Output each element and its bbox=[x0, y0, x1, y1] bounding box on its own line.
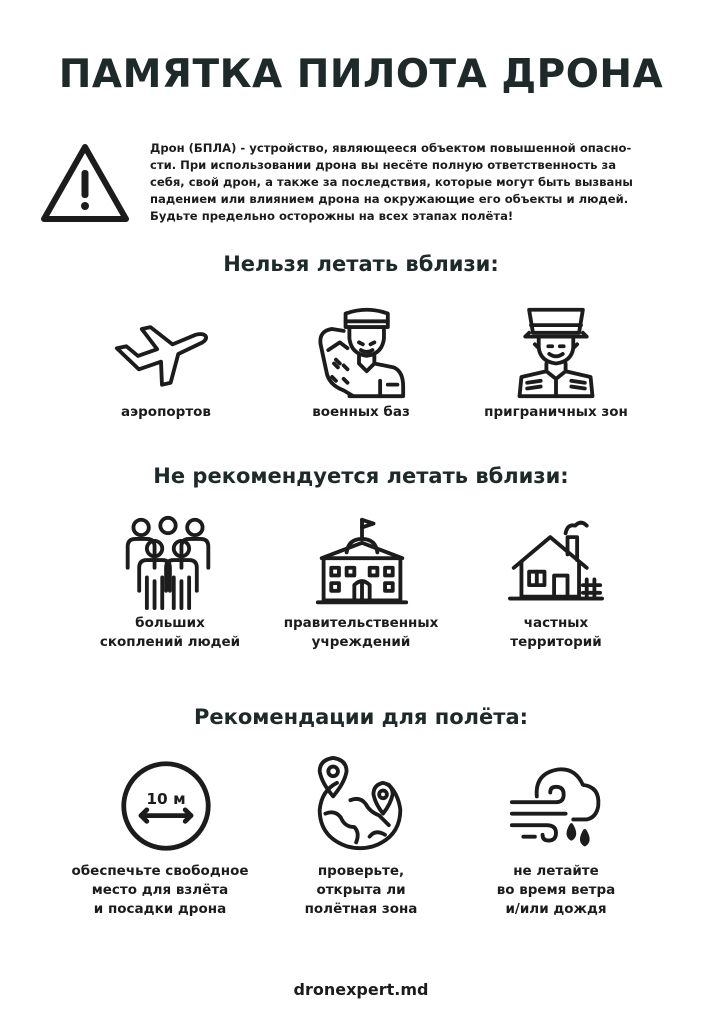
saluting-soldier-icon bbox=[311, 304, 407, 400]
ten-meter-clearance-icon bbox=[118, 758, 214, 854]
intro-line: себя, свой дрон, а также за последствия, которые могут быть вызваны bbox=[150, 175, 633, 189]
caption-weather bbox=[446, 862, 666, 919]
government-building-icon bbox=[314, 514, 410, 610]
caption-line: частных bbox=[523, 615, 589, 631]
caption-flight-zone bbox=[251, 862, 471, 919]
border-guard-icon bbox=[508, 304, 604, 400]
caption-line: проверьте, bbox=[317, 863, 405, 879]
caption-line: больших bbox=[135, 615, 205, 631]
caption-clearance bbox=[50, 862, 270, 919]
intro-line: сти. При использовании дрона вы несёте полную ответственность за bbox=[150, 158, 617, 172]
intro-text bbox=[150, 140, 688, 225]
caption-line: территорий bbox=[510, 634, 602, 650]
caption-line: учреждений bbox=[311, 634, 411, 650]
caption-crowds bbox=[60, 614, 280, 652]
caption-line: и посадки дрона bbox=[93, 901, 227, 917]
page-title: ПАМЯТКА ПИЛОТА ДРОНА bbox=[58, 52, 664, 97]
private-house-icon bbox=[508, 516, 604, 612]
footer-site: dronexpert.md bbox=[293, 980, 429, 999]
warning-triangle-icon bbox=[40, 142, 130, 224]
section-title-not-recommended: Не рекомендуется летать вблизи: bbox=[153, 464, 569, 488]
intro-line: падением или влиянием дрона на окружающие его объекты и людей. bbox=[150, 192, 629, 206]
intro-line: Будьте предельно осторожны на всех этапах полёта! bbox=[150, 209, 514, 223]
caption-border-zones bbox=[446, 403, 666, 422]
caption-military-bases bbox=[251, 403, 471, 422]
section-title-forbidden: Нельзя летать вблизи: bbox=[223, 252, 499, 276]
caption-line: и/или дождя bbox=[505, 901, 607, 917]
section-title-recommendations: Рекомендации для полёта: bbox=[193, 705, 529, 729]
caption-line: скоплений людей bbox=[99, 634, 241, 650]
crowd-icon bbox=[120, 514, 216, 610]
airplane-icon bbox=[113, 306, 209, 402]
caption-airports bbox=[56, 403, 276, 422]
caption-line: военных баз bbox=[312, 404, 410, 420]
caption-private bbox=[446, 614, 666, 652]
caption-line: место для взлёта bbox=[91, 882, 229, 898]
globe-location-icon bbox=[312, 756, 408, 852]
caption-line: во время ветра bbox=[496, 882, 616, 898]
caption-line: приграничных зон bbox=[484, 404, 628, 420]
caption-line: открыта ли bbox=[316, 882, 406, 898]
wind-rain-cloud-icon bbox=[508, 758, 604, 854]
intro-line: Дрон (БПЛА) - устройство, являющееся объектом повышенной опасно- bbox=[150, 141, 632, 155]
caption-line: не летайте bbox=[513, 863, 599, 879]
caption-line: правительственных bbox=[283, 615, 439, 631]
caption-government bbox=[251, 614, 471, 652]
caption-line: аэропортов bbox=[121, 404, 211, 420]
clearance-label: 10 м bbox=[146, 790, 186, 809]
caption-line: полётная зона bbox=[304, 901, 418, 917]
caption-line: обеспечьте свободное bbox=[71, 863, 249, 879]
